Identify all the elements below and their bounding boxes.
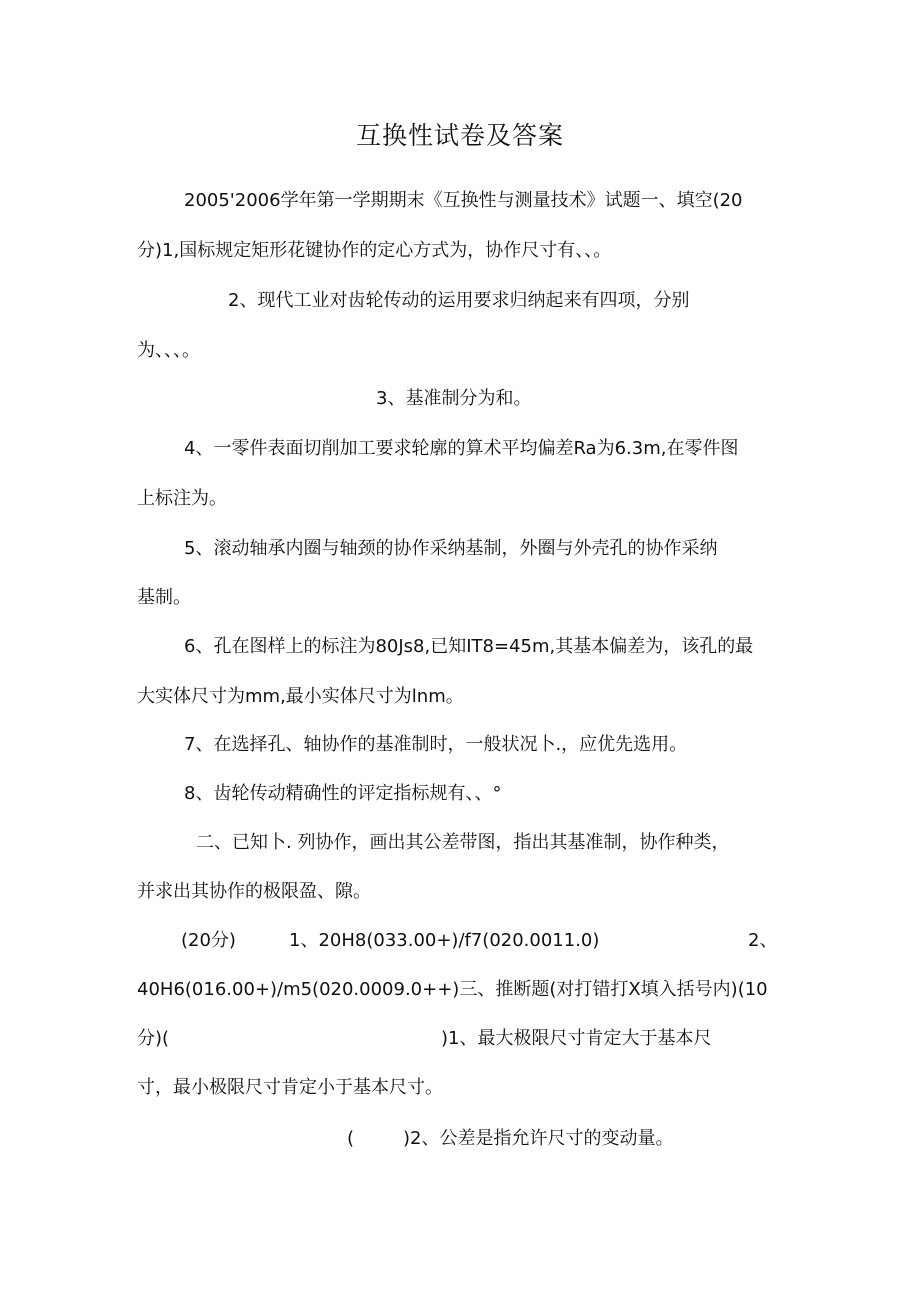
text-line: 8、齿轮传动精确性的评定指标规有、、° [184,783,502,804]
text-line: 1、20H8(033.00+)/f7(020.0011.0) [289,930,600,951]
text-line: 上标注为。 [137,488,227,509]
text-line: 2、现代工业对齿轮传动的运用要求归纳起来有四项，分别 [228,290,690,311]
text-line: 并求出其协作的极限盈、隙。 [137,881,371,902]
text-line: 6、孔在图样上的标注为80Js8,已知IT8=45m,其基本偏差为，该孔的最 [184,636,754,657]
text-line: (20分) [181,930,236,951]
text-line: 2005'2006学年第一学期期末《互换性与测量技术》试题一、填空(20 [184,190,743,211]
text-line: )1、最大极限尺寸肯定大于基本尺 [441,1028,712,1049]
text-line: 7、在选择孔、轴协作的基准制时，一般状况卜.，应优先选用。 [184,734,688,755]
text-line: 二、已知卜. 列协作，画出其公差带图，指出其基准制，协作种类， [196,832,730,853]
text-line: 5、滚动轴承内圈与轴颈的协作采纳基制，外圈与外壳孔的协作采纳 [184,538,718,559]
text-line: 4、一零件表面切削加工要求轮廓的算术平均偏差Ra为6.3m,在零件图 [184,438,739,459]
text-line: 分)1,国标规定矩形花键协作的定心方式为，协作尺寸有、、。 [137,240,612,261]
text-line: 3、基准制分为和。 [376,388,532,409]
document-title: 互换性试卷及答案 [355,121,564,150]
text-line: 2、 [748,930,778,951]
text-line: ( [347,1128,355,1149]
text-line: 40H6(016.00+)/m5(020.0009.0++)三、推断题(对打错打X填入括号内)(10 [137,979,768,1000]
text-line: 分)( [137,1028,170,1049]
text-line: 为、、、。 [137,340,200,361]
text-line: 大实体尺寸为mm,最小实体尺寸为lnm。 [137,686,464,707]
text-line: 基制。 [137,587,191,608]
text-line: 寸，最小极限尺寸肯定小于基本尺寸。 [137,1077,443,1098]
text-line: )2、公差是指允许尺寸的变动量。 [403,1128,674,1149]
